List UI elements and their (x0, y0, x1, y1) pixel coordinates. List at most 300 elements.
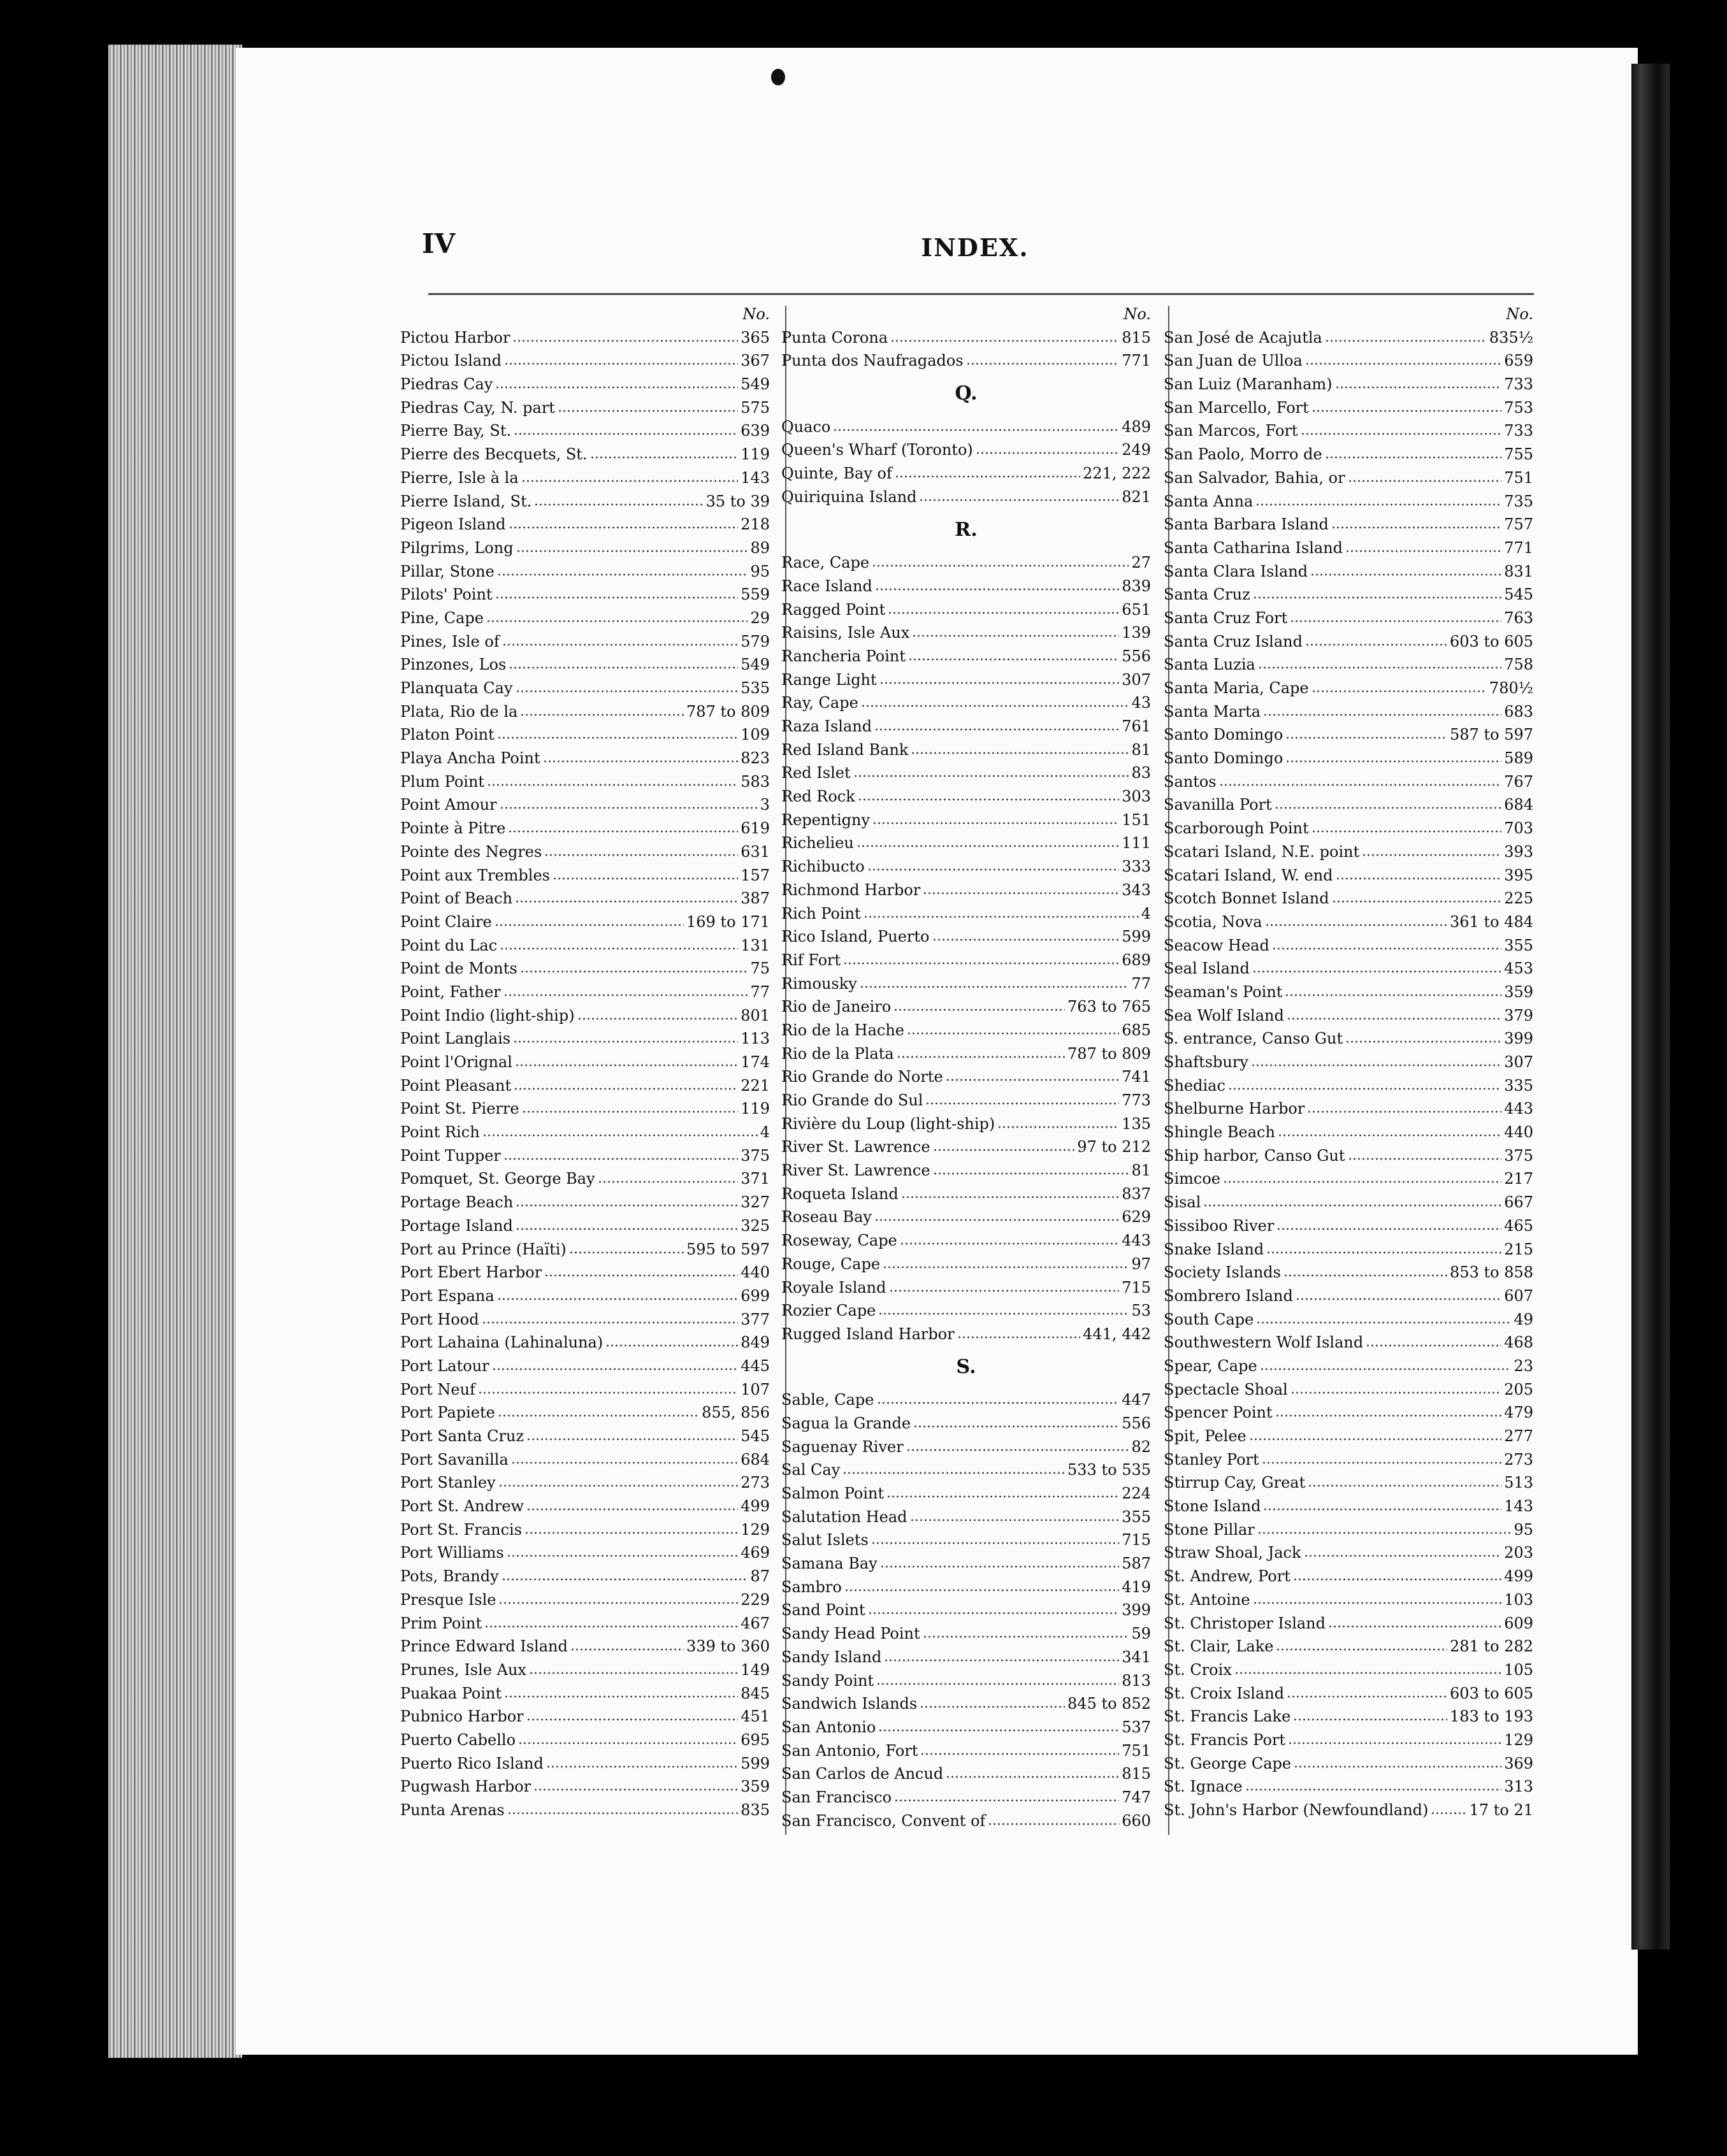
index-entry (1164, 981, 1533, 1004)
index-entry (781, 808, 1151, 832)
dot-leader (500, 798, 758, 810)
entry-name: San Antonio, Fort (781, 1741, 918, 1760)
section-spacer (781, 1379, 1151, 1388)
entry-number: 313 (1504, 1778, 1533, 1796)
entry-name: San Carlos de Ancud (781, 1765, 944, 1783)
entry-number: 224 (1122, 1484, 1151, 1502)
dot-leader (997, 1117, 1119, 1129)
entry-number: 367 (741, 352, 770, 370)
entry-number: 95 (1514, 1520, 1533, 1539)
dot-leader (920, 1743, 1119, 1755)
entry-number: 325 (741, 1216, 770, 1235)
entry-name: Point du Lac (400, 936, 498, 954)
dot-leader (1287, 1686, 1447, 1698)
entry-name: Spectacle Shoal (1164, 1380, 1288, 1398)
dot-leader (1252, 961, 1501, 974)
section-letter: R. (955, 518, 978, 541)
index-entry (400, 1331, 770, 1355)
dot-leader (1305, 634, 1447, 646)
entry-name: Rouge, Cape (781, 1254, 881, 1273)
dot-leader (569, 1242, 684, 1254)
dot-leader (1275, 1405, 1502, 1418)
dot-leader (843, 953, 1119, 965)
entry-name: Santa Catharina Island (1164, 538, 1343, 557)
dot-leader (1285, 985, 1501, 997)
dot-leader (884, 1650, 1119, 1662)
entry-number: 599 (1122, 928, 1151, 946)
index-entry (400, 1728, 770, 1752)
dot-leader (844, 1580, 1119, 1592)
index-entry (781, 785, 1151, 808)
entry-name: Prince Edward Island (400, 1637, 568, 1656)
entry-name: Salmon Point (781, 1484, 885, 1502)
entry-name: Sea Wolf Island (1164, 1006, 1284, 1024)
entry-number: 4 (1141, 904, 1151, 923)
entry-number: 205 (1504, 1380, 1533, 1398)
dot-leader (516, 1219, 738, 1231)
dot-leader (853, 766, 1129, 778)
entry-name: Pillar, Stone (400, 562, 495, 580)
index-entry (781, 1552, 1151, 1576)
entry-name: Raza Island (781, 717, 872, 735)
entry-name: Pomquet, St. George Bay (400, 1170, 595, 1188)
dot-leader (874, 1210, 1119, 1222)
entry-number: 813 (1122, 1671, 1151, 1690)
dot-leader (1332, 891, 1502, 903)
dot-leader (1345, 541, 1501, 553)
entry-number: 619 (741, 819, 770, 838)
entry-number: 221 (741, 1076, 770, 1095)
entry-number: 4 (760, 1123, 770, 1142)
index-entry (400, 1238, 770, 1261)
index-entry (781, 1739, 1151, 1763)
index-entry (400, 910, 770, 934)
dot-leader (495, 587, 739, 600)
entry-number: 815 (1122, 1765, 1151, 1783)
entry-number: 853 to 858 (1450, 1263, 1533, 1282)
dot-leader (911, 743, 1129, 755)
dot-leader (526, 1499, 738, 1511)
entry-number: 835 (741, 1801, 770, 1819)
entry-number: 303 (1122, 787, 1151, 806)
dot-leader (605, 1335, 738, 1348)
dot-leader (1290, 1382, 1502, 1394)
entry-name: Port St. Francis (400, 1520, 523, 1539)
entry-number: 689 (1122, 951, 1151, 969)
entry-name: Savanilla Port (1164, 796, 1272, 814)
dot-leader (923, 883, 1119, 895)
index-entry (400, 1261, 770, 1284)
entry-number: 660 (1122, 1811, 1151, 1830)
entry-number: 131 (741, 936, 770, 954)
entry-name: Shingle Beach (1164, 1123, 1275, 1142)
entry-number: 549 (741, 375, 770, 394)
index-entry (1164, 1728, 1533, 1752)
dot-leader (1258, 658, 1501, 670)
entry-number: 549 (741, 656, 770, 674)
dot-leader (1328, 1616, 1501, 1628)
dot-leader (842, 1463, 1065, 1475)
dot-leader (516, 541, 748, 553)
dot-leader (497, 564, 748, 576)
dot-leader (486, 611, 748, 623)
entry-name: Rio de la Plata (781, 1044, 894, 1063)
dot-leader (976, 443, 1119, 455)
dot-leader (1203, 1195, 1501, 1207)
entry-number: 217 (1504, 1170, 1533, 1188)
entry-name: Point Amour (400, 796, 497, 814)
entry-number: 157 (741, 866, 770, 884)
entry-number: 139 (1122, 624, 1151, 642)
entry-number: 733 (1504, 422, 1533, 440)
entry-name: Race Island (781, 577, 872, 595)
index-entry (781, 972, 1151, 996)
entry-name: Point Langlais (400, 1030, 511, 1048)
dot-leader (1253, 1593, 1502, 1605)
entry-number: 174 (741, 1053, 770, 1071)
entry-name: Roseway, Cape (781, 1232, 897, 1250)
dot-leader (492, 1359, 739, 1371)
facing-page-edge (1631, 64, 1670, 1950)
entry-name: Rozier Cape (781, 1302, 876, 1320)
index-entry (1164, 466, 1533, 490)
entry-name: Plum Point (400, 772, 485, 791)
entry-name: St. Croix Island (1164, 1684, 1285, 1702)
entry-number: 343 (1122, 880, 1151, 899)
entry-number: 787 to 809 (686, 702, 770, 721)
dot-leader (497, 728, 738, 740)
entry-number: 307 (1122, 670, 1151, 689)
index-entry (400, 1565, 770, 1588)
entry-number: 780½ (1489, 679, 1533, 697)
entry-number: 771 (1504, 538, 1533, 557)
index-entry (1164, 1612, 1533, 1635)
entry-name: Rivière du Loup (light-ship) (781, 1114, 995, 1133)
index-entry (1164, 1051, 1533, 1074)
entry-name: St. John's Harbor (Newfoundland) (1164, 1801, 1429, 1819)
dot-leader (558, 401, 738, 413)
entry-number: 89 (750, 538, 770, 557)
entry-number: 169 to 171 (686, 912, 770, 931)
index-entry (400, 1541, 770, 1565)
index-entry (400, 1635, 770, 1658)
index-entry (400, 490, 770, 514)
entry-number: 695 (741, 1730, 770, 1749)
index-entry (400, 1027, 770, 1051)
entry-name: Piedras Cay, N. part (400, 398, 555, 417)
entry-number: 119 (741, 445, 770, 464)
index-entry (781, 1042, 1151, 1066)
ink-speck (771, 69, 785, 85)
entry-name: Richmond Harbor (781, 880, 921, 899)
entry-number: 183 to 193 (1450, 1707, 1533, 1726)
entry-number: 97 (1131, 1254, 1151, 1273)
entry-number: 758 (1504, 656, 1533, 674)
entry-number: 771 (1122, 352, 1151, 370)
dot-leader (502, 634, 738, 646)
index-entry (781, 621, 1151, 645)
entry-name: Santa Maria, Cape (1164, 679, 1309, 697)
entry-number: 399 (1504, 1030, 1533, 1048)
entry-number: 441, 442 (1083, 1325, 1151, 1343)
index-entry (781, 1482, 1151, 1506)
dot-leader (529, 1663, 738, 1675)
entry-name: Rimousky (781, 974, 857, 993)
entry-name: Portage Island (400, 1216, 513, 1235)
dot-leader (577, 1008, 739, 1020)
entry-number: 111 (1122, 834, 1151, 852)
entry-name: Quaco (781, 417, 831, 436)
entry-number: 107 (741, 1380, 770, 1398)
entry-number: 587 to 597 (1450, 726, 1533, 744)
index-entry (781, 575, 1151, 598)
entry-name: Sal Cay (781, 1461, 841, 1479)
entry-number: 761 (1122, 717, 1151, 735)
index-entry (781, 1576, 1151, 1599)
dot-leader (498, 1593, 738, 1605)
entry-number: 355 (1122, 1507, 1151, 1526)
entry-name: Shaftsbury (1164, 1053, 1248, 1071)
entry-name: Pinzones, Los (400, 656, 507, 674)
entry-number: 399 (1122, 1601, 1151, 1620)
entry-number: 733 (1504, 375, 1533, 394)
index-entry (781, 761, 1151, 785)
index-entry (1164, 490, 1533, 514)
entry-number: 105 (1504, 1660, 1533, 1679)
dot-leader (1283, 1265, 1447, 1277)
entry-name: Port Latour (400, 1356, 489, 1375)
dot-leader (1272, 938, 1501, 950)
entry-name: Straw Shoal, Jack (1164, 1544, 1301, 1562)
entry-name: Sandy Head Point (781, 1625, 920, 1643)
entry-number: 467 (741, 1614, 770, 1632)
dot-leader (1253, 587, 1501, 600)
index-entry (1164, 1588, 1533, 1612)
entry-name: Punta Corona (781, 328, 888, 347)
entry-number: 29 (750, 608, 770, 627)
entry-name: Port Santa Cruz (400, 1427, 524, 1445)
entry-number: 741 (1122, 1068, 1151, 1086)
entry-number: 97 to 212 (1077, 1138, 1151, 1156)
entry-name: Prunes, Isle Aux (400, 1660, 526, 1679)
entry-number: 684 (741, 1450, 770, 1469)
index-entry (400, 326, 770, 350)
dot-leader (507, 1546, 738, 1558)
index-entry (1164, 349, 1533, 373)
entry-name: Richelieu (781, 834, 854, 852)
entry-number: 129 (741, 1520, 770, 1539)
dot-leader (1265, 915, 1447, 927)
entry-name: Port Stanley (400, 1474, 496, 1492)
entry-name: Santa Clara Island (1164, 562, 1308, 580)
entry-number: 845 (741, 1684, 770, 1702)
entry-name: S. entrance, Canso Gut (1164, 1030, 1343, 1048)
index-entry (400, 864, 770, 888)
index-entry (400, 1097, 770, 1121)
entry-number: 575 (741, 398, 770, 417)
index-entry (781, 415, 1151, 439)
dot-leader (1234, 1663, 1501, 1675)
index-entry (1164, 1448, 1533, 1472)
entry-name: San Juan de Ulloa (1164, 352, 1303, 370)
index-entry (1164, 1074, 1533, 1098)
entry-number: 595 to 597 (686, 1240, 770, 1258)
entry-name: Santo Domingo (1164, 749, 1283, 768)
dot-leader (598, 1172, 739, 1184)
dot-leader (1287, 1008, 1501, 1020)
index-entry (400, 1355, 770, 1378)
index-entry (1164, 1238, 1533, 1261)
index-entry (1164, 1495, 1533, 1518)
index-entry (400, 419, 770, 443)
dot-leader (946, 1070, 1120, 1082)
index-entry (781, 1646, 1151, 1669)
entry-name: Point Rich (400, 1123, 480, 1142)
index-entry (1164, 1214, 1533, 1238)
entry-name: San Salvador, Bahia, or (1164, 468, 1345, 487)
entry-number: 855, 856 (702, 1404, 770, 1422)
entry-name: Point of Beach (400, 889, 513, 908)
index-entry (781, 1412, 1151, 1435)
entry-number: 81 (1131, 740, 1151, 759)
index-entry (781, 1599, 1151, 1622)
index-entry (781, 995, 1151, 1019)
dot-leader (1255, 494, 1501, 506)
entry-name: Port Savanilla (400, 1450, 509, 1469)
entry-number: 273 (741, 1474, 770, 1492)
index-entry (1164, 1355, 1533, 1378)
dot-leader (521, 471, 739, 483)
entry-number: 215 (1504, 1240, 1533, 1258)
entry-number: 587 (1122, 1555, 1151, 1573)
index-entry (400, 1682, 770, 1706)
entry-number: 445 (741, 1356, 770, 1375)
entry-name: Pines, Isle of (400, 632, 500, 650)
entry-number: 821 (1122, 487, 1151, 506)
entry-number: 763 to 765 (1067, 998, 1151, 1016)
index-entry (400, 1612, 770, 1635)
dot-leader (504, 354, 738, 366)
entry-name: San Paolo, Morro de (1164, 445, 1322, 464)
dot-leader (520, 961, 748, 974)
entry-name: Sissiboo River (1164, 1216, 1275, 1235)
entry-name: Saguenay River (781, 1437, 904, 1456)
index-entry (400, 1167, 770, 1191)
index-entry (400, 1051, 770, 1074)
entry-number: 113 (741, 1030, 770, 1048)
entry-name: Quinte, Bay of (781, 464, 892, 483)
entry-number: 451 (741, 1707, 770, 1726)
index-entry (1164, 1425, 1533, 1448)
index-entry (400, 1448, 770, 1472)
index-entry (1164, 583, 1533, 607)
entry-number: 468 (1504, 1333, 1533, 1352)
entry-number: 151 (1122, 810, 1151, 829)
dot-leader (966, 354, 1120, 366)
entry-name: Santa Anna (1164, 492, 1254, 510)
entry-name: Rif Fort (781, 951, 841, 969)
entry-name: San José de Acajutla (1164, 328, 1322, 347)
entry-number: 35 to 39 (705, 492, 770, 510)
entry-name: Pierre des Becquets, St. (400, 445, 588, 464)
entry-number: 77 (1131, 974, 1151, 993)
dot-leader (1331, 517, 1501, 529)
entry-name: Pictou Harbor (400, 328, 510, 347)
entry-name: Rio Grande do Norte (781, 1068, 943, 1086)
entry-name: Rich Point (781, 904, 861, 923)
entry-name: Ship harbor, Canso Gut (1164, 1146, 1345, 1165)
index-entry (400, 396, 770, 420)
index-column-2 (781, 303, 1151, 1832)
dot-leader (1285, 751, 1501, 763)
index-entry (400, 1658, 770, 1682)
index-entry (400, 981, 770, 1004)
entry-name: Ragged Point (781, 600, 886, 619)
dot-leader (988, 1813, 1119, 1825)
dot-leader (509, 517, 739, 529)
dot-leader (478, 1382, 738, 1394)
index-entry (400, 1588, 770, 1612)
entry-name: Pilgrims, Long (400, 538, 514, 557)
dot-leader (520, 705, 684, 717)
entry-name: Sandy Island (781, 1648, 882, 1666)
entry-number: 27 (1131, 554, 1151, 572)
dot-leader (1245, 1779, 1502, 1792)
index-entry (781, 831, 1151, 855)
dot-leader (524, 1523, 738, 1535)
entry-number: 545 (1504, 586, 1533, 604)
dot-leader (888, 602, 1119, 614)
dot-leader (497, 1289, 739, 1301)
entry-name: Platon Point (400, 726, 495, 744)
entry-name: Point aux Trembles (400, 866, 550, 884)
entry-name: Santo Domingo (1164, 726, 1283, 744)
entry-number: 755 (1504, 445, 1533, 464)
index-entry (1164, 1144, 1533, 1168)
entry-number: 747 (1122, 1788, 1151, 1806)
column-number-header: No. (1506, 305, 1533, 323)
index-entry (1164, 910, 1533, 934)
dot-leader (872, 813, 1119, 825)
entry-number: 225 (1504, 889, 1533, 908)
index-entry (400, 1401, 770, 1425)
section-letter: S. (956, 1355, 976, 1378)
entry-number: 537 (1122, 1718, 1151, 1736)
index-entry (1164, 1378, 1533, 1402)
index-entry (400, 793, 770, 817)
index-entry (781, 1528, 1151, 1552)
dot-leader (920, 1697, 1065, 1709)
entry-name: Snake Island (1164, 1240, 1264, 1258)
entry-number: 639 (741, 422, 770, 440)
entry-name: Port au Prince (Haïti) (400, 1240, 567, 1258)
dot-leader (878, 1304, 1129, 1316)
entry-number: 387 (741, 889, 770, 908)
entry-name: Piedras Cay (400, 375, 493, 394)
entry-number: 767 (1504, 772, 1533, 791)
entry-name: St. Croix (1164, 1660, 1232, 1679)
entry-number: 753 (1504, 398, 1533, 417)
index-entry (1164, 513, 1533, 536)
column-number-header: No. (1124, 305, 1151, 323)
entry-number: 440 (741, 1263, 770, 1282)
entry-number: 109 (741, 726, 770, 744)
dot-leader (1263, 1499, 1501, 1511)
index-entry (1164, 864, 1533, 888)
section-spacer (781, 373, 1151, 382)
dot-leader (894, 1790, 1119, 1802)
entry-number: 82 (1131, 1437, 1151, 1456)
